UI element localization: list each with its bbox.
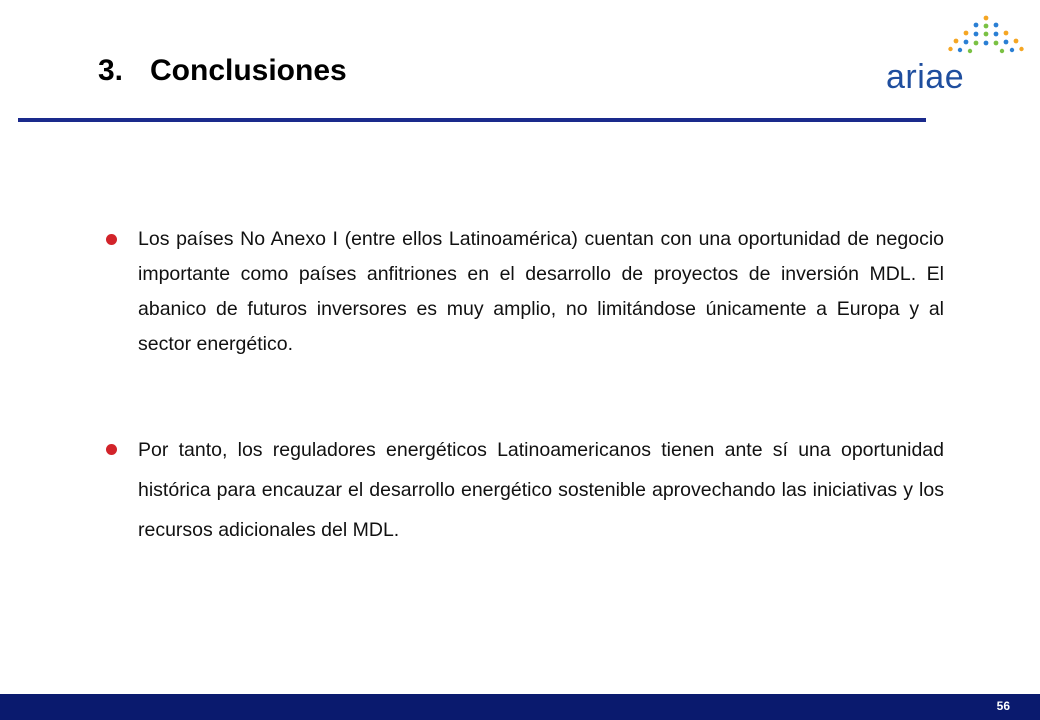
slide-title	[98, 54, 347, 88]
title-number: 3.	[98, 54, 124, 87]
title-divider	[18, 118, 926, 122]
bullet-item-1	[104, 222, 944, 362]
bullet-item-2	[104, 430, 944, 550]
logo-mark-icon	[948, 14, 1024, 58]
bullet-text-2: Por tanto, los reguladores energéticos Latinoamericanos tienen ante sí una oportunidad histórica para encauzar el desarrollo energético sostenible aprovechando las iniciativas y los recursos adicionales del MDL.	[138, 439, 944, 541]
logo-text: ariae	[886, 58, 965, 96]
bullet-dot-icon	[106, 234, 117, 245]
page-number: 56	[996, 699, 1010, 713]
footer-bar	[0, 694, 1040, 720]
bullet-list	[104, 222, 944, 550]
ariae-logo	[884, 14, 1024, 94]
title-text: Conclusiones	[150, 54, 347, 87]
bullet-dot-icon	[106, 444, 117, 455]
bullet-text-1: Los países No Anexo I (entre ellos Latinoamérica) cuentan con una oportunidad de negocio importante como países anfitriones en el desarrollo de proyectos de inversión MDL. El abanico de futuros inversores es muy amplio, no limitándose únicamente a Europa y al sector energético.	[138, 228, 944, 355]
